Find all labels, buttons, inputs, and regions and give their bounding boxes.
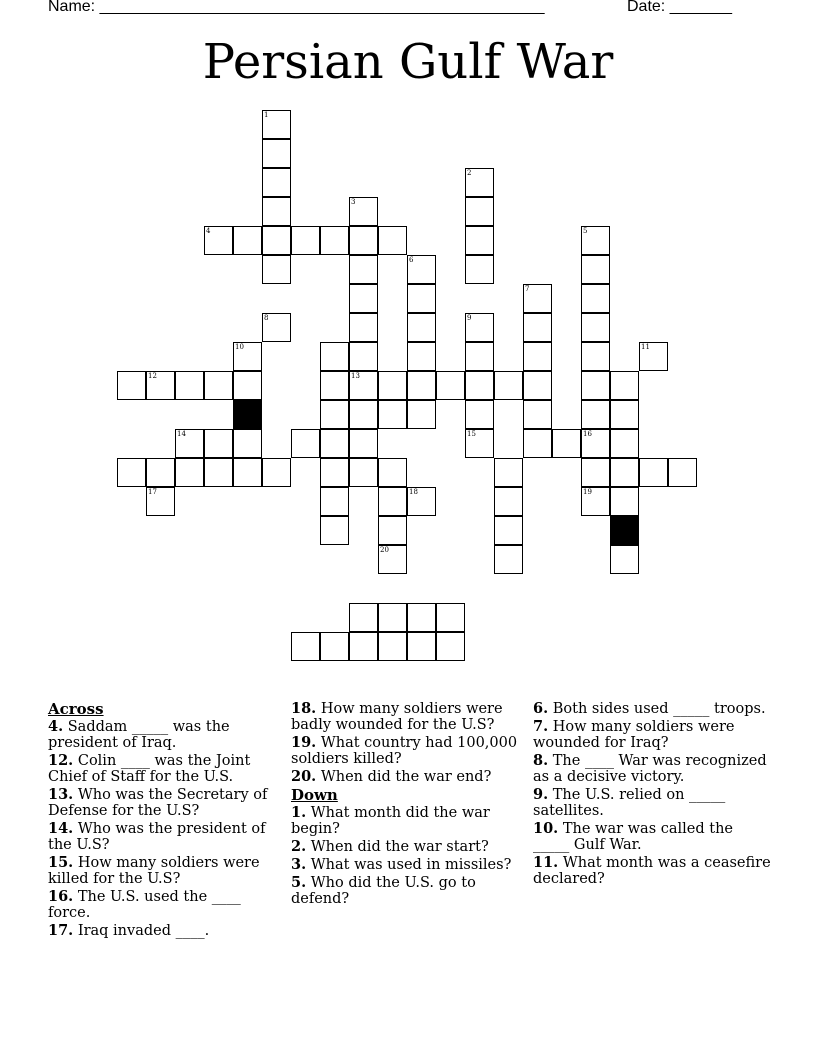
grid-cell[interactable]: [465, 226, 494, 255]
clue-text: What country had 100,000 soldiers killed?: [291, 735, 518, 767]
clue-label: 6.: [533, 700, 549, 717]
grid-cell[interactable]: [320, 487, 349, 516]
grid-cell[interactable]: [349, 400, 378, 429]
grid-cell[interactable]: [581, 284, 610, 313]
grid-cell[interactable]: [407, 632, 436, 661]
grid-cell[interactable]: [639, 342, 668, 371]
clue-text: How many soldiers were killed for the U.S?: [48, 855, 260, 887]
clue-number: 1: [264, 111, 269, 119]
clue-number: 12: [148, 372, 157, 380]
grid-cell[interactable]: [610, 371, 639, 400]
clue-label: 18.: [291, 700, 317, 717]
grid-cell[interactable]: [465, 371, 494, 400]
grid-cell[interactable]: [349, 371, 378, 400]
grid-cell[interactable]: [349, 603, 378, 632]
grid-cell[interactable]: [465, 342, 494, 371]
clue-label: 17.: [48, 922, 74, 939]
grid-cell[interactable]: [668, 458, 697, 487]
clue-item: [533, 753, 773, 785]
down-heading: Down: [291, 786, 338, 804]
clue-label: 9.: [533, 786, 549, 803]
grid-cell[interactable]: [581, 226, 610, 255]
grid-cell[interactable]: [465, 168, 494, 197]
clue-number: 13: [351, 372, 360, 380]
grid-cell[interactable]: [639, 458, 668, 487]
grid-cell[interactable]: [523, 342, 552, 371]
clue-item: [48, 923, 280, 939]
grid-cell[interactable]: [349, 458, 378, 487]
clue-label: 2.: [291, 838, 307, 855]
grid-cell[interactable]: [233, 342, 262, 371]
grid-cell[interactable]: [175, 458, 204, 487]
across-heading: Across: [48, 700, 104, 718]
grid-cell[interactable]: [146, 487, 175, 516]
grid-cell[interactable]: [349, 284, 378, 313]
grid-cell[interactable]: [465, 429, 494, 458]
clue-number: 19: [583, 488, 592, 496]
grid-cell[interactable]: [320, 516, 349, 545]
grid-cell[interactable]: [204, 371, 233, 400]
clue-number: 17: [148, 488, 157, 496]
clue-label: 7.: [533, 718, 549, 735]
grid-cell[interactable]: [378, 487, 407, 516]
black-square: [610, 516, 639, 545]
clue-item: [48, 719, 280, 751]
clue-number: 8: [264, 314, 269, 322]
grid-cell[interactable]: [581, 458, 610, 487]
clue-text: Both sides used _____ troops.: [548, 701, 766, 717]
grid-cell[interactable]: [610, 429, 639, 458]
clue-label: 14.: [48, 820, 74, 837]
grid-cell[interactable]: [581, 429, 610, 458]
grid-cell[interactable]: [494, 545, 523, 574]
clue-number: 5: [583, 227, 588, 235]
clue-number: 6: [409, 256, 414, 264]
clue-number: 11: [641, 343, 650, 351]
clue-number: 3: [351, 198, 356, 206]
clue-number: 14: [177, 430, 186, 438]
grid-cell[interactable]: [233, 429, 262, 458]
clue-number: 20: [380, 546, 389, 554]
grid-cell[interactable]: [523, 400, 552, 429]
grid-cell[interactable]: [610, 545, 639, 574]
grid-cell[interactable]: [320, 429, 349, 458]
clue-label: 4.: [48, 718, 64, 735]
clue-label: 20.: [291, 768, 317, 785]
clue-label: 15.: [48, 854, 74, 871]
grid-cell[interactable]: [465, 197, 494, 226]
grid-cell[interactable]: [523, 371, 552, 400]
clue-text: Iraq invaded ____.: [73, 923, 210, 939]
grid-cell[interactable]: [262, 168, 291, 197]
clue-item: [291, 839, 521, 855]
grid-cell[interactable]: [320, 226, 349, 255]
clue-item: [291, 875, 521, 907]
grid-cell[interactable]: [349, 429, 378, 458]
date-field: Date: _______: [627, 0, 732, 15]
clue-number: 16: [583, 430, 592, 438]
black-square: [233, 400, 262, 429]
clue-label: 8.: [533, 752, 549, 769]
grid-cell[interactable]: [436, 632, 465, 661]
grid-cell[interactable]: [581, 371, 610, 400]
clue-label: 19.: [291, 734, 317, 751]
grid-cell[interactable]: [262, 226, 291, 255]
clue-text: How many soldiers were wounded for Iraq?: [533, 719, 735, 751]
grid-cell[interactable]: [117, 458, 146, 487]
clue-item: [48, 821, 280, 853]
grid-cell[interactable]: [378, 632, 407, 661]
clue-text: The war was called the _____ Gulf War.: [533, 821, 734, 853]
clue-label: 1.: [291, 804, 307, 821]
clue-text: The U.S. relied on _____ satellites.: [533, 787, 726, 819]
clue-item: [48, 753, 280, 785]
clue-item: [533, 855, 773, 887]
down-clue-list-continued: [533, 701, 773, 887]
grid-cell[interactable]: [378, 400, 407, 429]
grid-cell[interactable]: [204, 458, 233, 487]
clue-number: 9: [467, 314, 472, 322]
grid-cell[interactable]: [233, 458, 262, 487]
across-clue-list-continued: [291, 701, 521, 785]
clue-label: 3.: [291, 856, 307, 873]
grid-cell[interactable]: [291, 632, 320, 661]
grid-cell[interactable]: [552, 429, 581, 458]
grid-cell[interactable]: [407, 342, 436, 371]
grid-cell[interactable]: [175, 371, 204, 400]
grid-cell[interactable]: [436, 603, 465, 632]
grid-cell[interactable]: [378, 603, 407, 632]
grid-cell[interactable]: [320, 400, 349, 429]
grid-cell[interactable]: [204, 226, 233, 255]
clue-label: 10.: [533, 820, 559, 837]
clue-label: 16.: [48, 888, 74, 905]
grid-cell[interactable]: [320, 371, 349, 400]
down-clue-list: [291, 805, 521, 907]
clue-text: What month was a ceasefire declared?: [533, 855, 771, 887]
grid-cell[interactable]: [146, 458, 175, 487]
grid-cell[interactable]: [407, 313, 436, 342]
clue-label: 12.: [48, 752, 74, 769]
grid-cell[interactable]: [117, 371, 146, 400]
grid-cell[interactable]: [320, 458, 349, 487]
clue-number: 18: [409, 488, 418, 496]
grid-cell[interactable]: [262, 110, 291, 139]
grid-cell[interactable]: [407, 400, 436, 429]
grid-cell[interactable]: [262, 458, 291, 487]
grid-cell[interactable]: [262, 255, 291, 284]
clue-text: Who was the Secretary of Defense for the U.S?: [48, 787, 268, 819]
clue-text: Who was the president of the U.S?: [48, 821, 266, 853]
grid-cell[interactable]: [523, 284, 552, 313]
grid-cell[interactable]: [581, 313, 610, 342]
clue-item: [291, 701, 521, 733]
grid-cell[interactable]: [175, 429, 204, 458]
grid-cell[interactable]: [262, 197, 291, 226]
across-clue-list: [48, 719, 280, 939]
clue-number: 4: [206, 227, 211, 235]
clue-item: [291, 769, 521, 785]
clue-number: 2: [467, 169, 472, 177]
clues-column-1: [48, 701, 280, 941]
clue-text: What month did the war begin?: [291, 805, 490, 837]
grid-cell[interactable]: [407, 284, 436, 313]
clues-column-2: [291, 701, 521, 909]
clue-text: The U.S. used the ____ force.: [48, 889, 241, 921]
clue-label: 11.: [533, 854, 559, 871]
clue-item: [533, 701, 773, 717]
grid-cell[interactable]: [465, 400, 494, 429]
name-field: Name: __________________________________________________: [48, 0, 545, 15]
clue-text: What was used in missiles?: [306, 857, 512, 873]
clue-item: [291, 857, 521, 873]
clue-label: 5.: [291, 874, 307, 891]
grid-cell[interactable]: [291, 226, 320, 255]
clue-item: [291, 735, 521, 767]
grid-cell[interactable]: [407, 255, 436, 284]
grid-cell[interactable]: [233, 226, 262, 255]
grid-cell[interactable]: [378, 458, 407, 487]
grid-cell[interactable]: [581, 400, 610, 429]
clue-number: 15: [467, 430, 476, 438]
grid-cell[interactable]: [494, 371, 523, 400]
grid-cell[interactable]: [494, 458, 523, 487]
clue-number: 10: [235, 343, 244, 351]
grid-cell[interactable]: [262, 139, 291, 168]
grid-cell[interactable]: [581, 487, 610, 516]
grid-cell[interactable]: [233, 371, 262, 400]
clue-label: 13.: [48, 786, 74, 803]
grid-cell[interactable]: [407, 371, 436, 400]
grid-cell[interactable]: [610, 400, 639, 429]
clue-text: Saddam _____ was the president of Iraq.: [48, 719, 230, 751]
grid-cell[interactable]: [523, 313, 552, 342]
grid-cell[interactable]: [581, 342, 610, 371]
grid-cell[interactable]: [465, 313, 494, 342]
grid-cell[interactable]: [436, 371, 465, 400]
clue-item: [533, 821, 773, 853]
clues-column-3: [533, 701, 773, 889]
grid-cell[interactable]: [204, 429, 233, 458]
clue-item: [291, 805, 521, 837]
grid-cell[interactable]: [378, 371, 407, 400]
clue-item: [533, 719, 773, 751]
clue-text: When did the war start?: [306, 839, 489, 855]
grid-cell[interactable]: [378, 226, 407, 255]
grid-cell[interactable]: [349, 313, 378, 342]
grid-cell[interactable]: [465, 255, 494, 284]
grid-cell[interactable]: [320, 342, 349, 371]
clue-text: How many soldiers were badly wounded for the U.S?: [291, 701, 503, 733]
grid-cell[interactable]: [349, 342, 378, 371]
grid-cell[interactable]: [494, 487, 523, 516]
grid-cell[interactable]: [523, 429, 552, 458]
grid-cell[interactable]: [610, 458, 639, 487]
clue-text: Colin ____ was the Joint Chief of Staff for the U.S.: [48, 753, 251, 785]
grid-cell[interactable]: [320, 632, 349, 661]
grid-cell[interactable]: [407, 603, 436, 632]
clue-text: Who did the U.S. go to defend?: [291, 875, 476, 907]
clue-text: The ____ War was recognized as a decisive victory.: [533, 753, 767, 785]
clue-item: [48, 787, 280, 819]
grid-cell[interactable]: [146, 371, 175, 400]
grid-cell[interactable]: [407, 487, 436, 516]
clue-item: [533, 787, 773, 819]
page-title: Persian Gulf War: [202, 34, 614, 90]
clue-number: 7: [525, 285, 530, 293]
grid-cell[interactable]: [378, 545, 407, 574]
grid-cell[interactable]: [349, 226, 378, 255]
grid-cell[interactable]: [494, 516, 523, 545]
grid-cell[interactable]: [291, 429, 320, 458]
clue-text: When did the war end?: [316, 769, 492, 785]
grid-cell[interactable]: [378, 516, 407, 545]
grid-cell[interactable]: [349, 255, 378, 284]
grid-cell[interactable]: [581, 255, 610, 284]
clue-item: [48, 855, 280, 887]
grid-cell[interactable]: [349, 632, 378, 661]
grid-cell[interactable]: [349, 197, 378, 226]
clue-item: [48, 889, 280, 921]
grid-cell[interactable]: [262, 313, 291, 342]
grid-cell[interactable]: [610, 487, 639, 516]
